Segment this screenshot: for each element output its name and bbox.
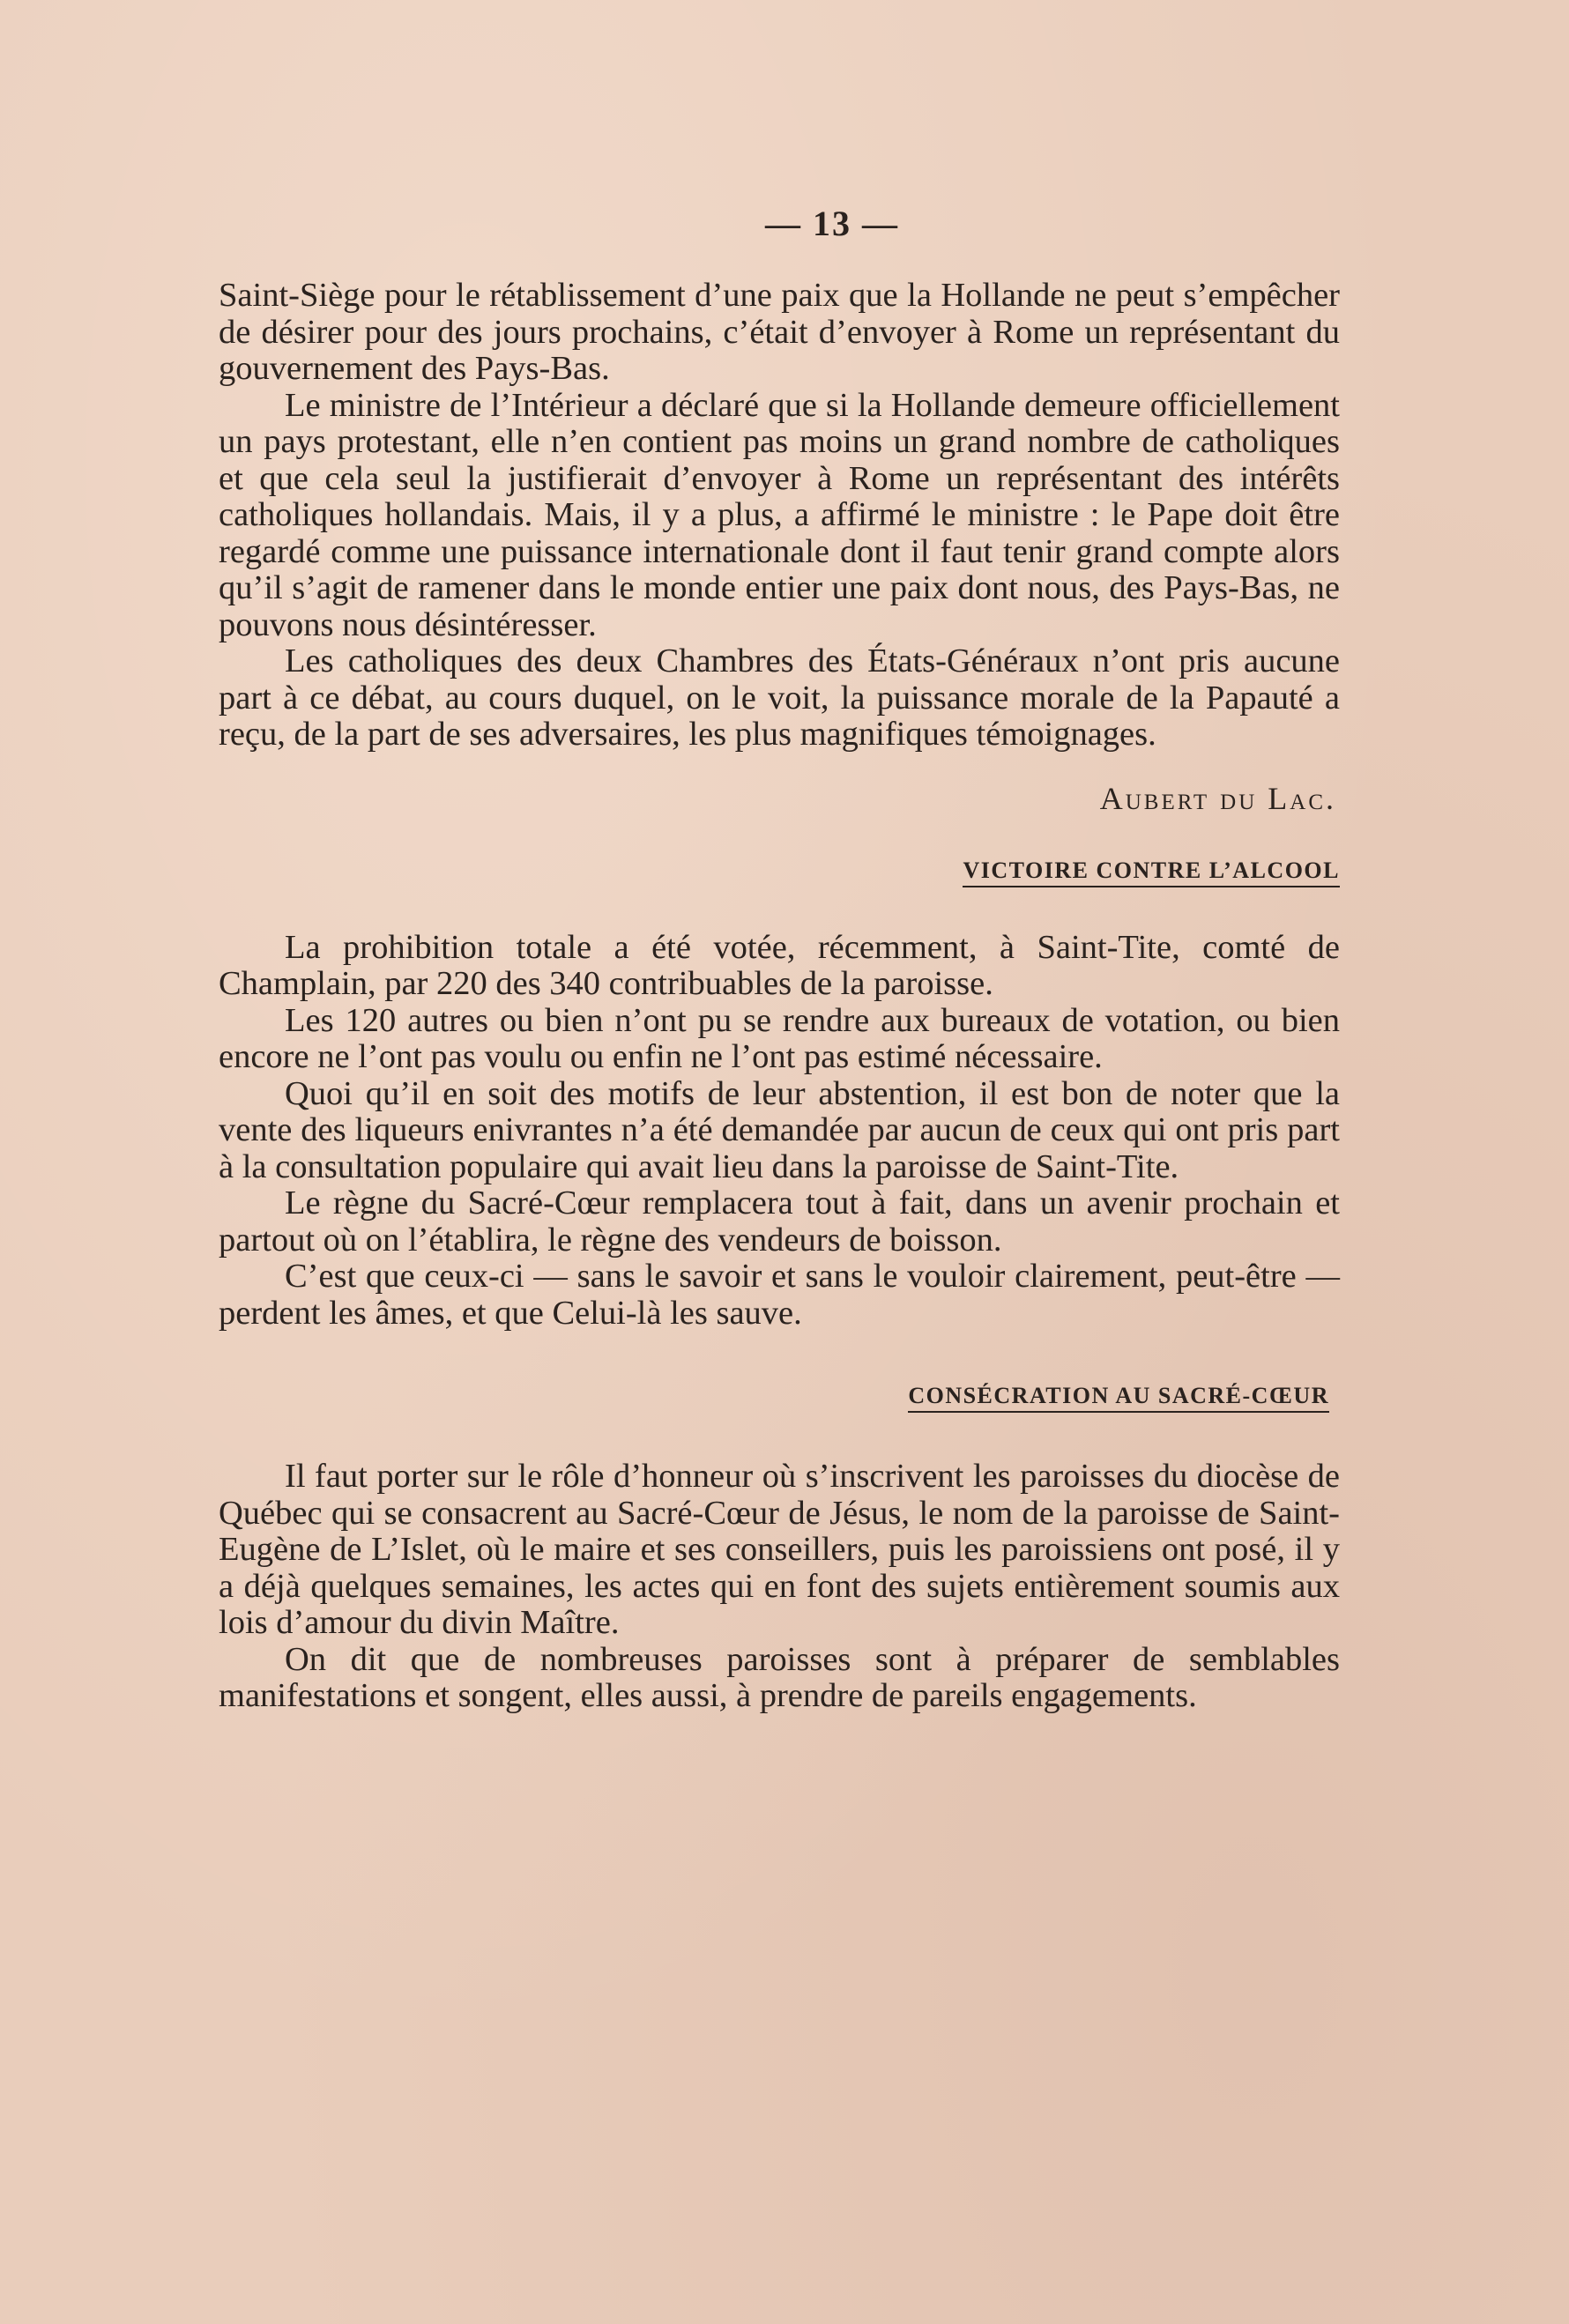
paragraph: Saint-Siège pour le rétablissement d’une paix que la Hollande ne peut s’empêcher de désirer pour des jours prochains, c’était d’envoyer à Rome un représentant du gouvernement des Pays-Bas. <box>219 277 1340 387</box>
section-title <box>219 858 1340 887</box>
article-consecration <box>219 1383 1340 1715</box>
paragraph: On dit que de nombreuses paroisses sont à préparer de semblables manifestations et songent, elles aussi, à prendre de pareils engagements. <box>219 1640 1340 1714</box>
page-number: — 13 — <box>765 204 899 243</box>
section-title-text: VICTOIRE CONTRE L’ALCOOL <box>963 858 1340 887</box>
author-signature: Aubert du Lac. <box>1099 780 1336 816</box>
section-title <box>219 1383 1329 1413</box>
document-page <box>219 203 1340 1715</box>
paragraph: Quoi qu’il en soit des motifs de leur abstention, il est bon de noter que la vente des liqueurs enivrantes n’a été demandée par aucun de ceux qui ont pris part à la consultation populaire qui avait lieu dans la paroisse de Saint-Tite. <box>219 1074 1340 1185</box>
paragraph: Il faut porter sur le rôle d’honneur où s’inscrivent les paroisses du diocèse de Québec qui se consacrent au Sacré-Cœur de Jésus, le nom de la paroisse de Saint-Eugène de L’Islet, où le maire et ses conseillers, puis les paroissiens ont posé, il y a déjà quelques semaines, les actes qui en font des sujets entièrement soumis aux lois d’amour du divin Maître. <box>219 1458 1340 1641</box>
paragraph: Les 120 autres ou bien n’ont pu se rendre aux bureaux de votation, ou bien encore ne l’ont pas voulu ou enfin ne l’ont pas estimé nécessaire. <box>219 1001 1340 1075</box>
paragraph: C’est que ceux-ci — sans le savoir et sans le vouloir clairement, peut-être — perdent les âmes, et que Celui-là les sauve. <box>219 1258 1340 1332</box>
paragraph: Le règne du Sacré-Cœur remplacera tout à fait, dans un avenir prochain et partout où on l’établira, le règne des vendeurs de boisson. <box>219 1184 1340 1259</box>
paragraph: Les catholiques des deux Chambres des États-Généraux n’ont pris aucune part à ce débat, au cours duquel, on le voit, la puissance morale de la Papauté a reçu, de la part de ses adversaires, les plus magnifiques témoignages. <box>219 642 1340 753</box>
article-alcool <box>219 858 1340 1333</box>
paragraph: La prohibition totale a été votée, récemment, à Saint-Tite, comté de Champlain, par 220 des 340 contribuables de la paroisse. <box>219 928 1340 1002</box>
paragraph: Le ministre de l’Intérieur a déclaré que si la Hollande demeure officiellement un pays protestant, elle n’en contient pas moins un grand nombre de catholiques et que cela seul la justifierait d’envoyer à Rome un représentant des intérêts catholiques hollandais. Mais, il y a plus, a affirmé le ministre : le Pape doit être regardé comme une puissance internationale dont il faut tenir grand compte alors qu’il s’agit de ramener dans le monde entier une paix dont nous, des Pays-Bas, ne pouvons nous désintéresser. <box>219 386 1340 643</box>
section-title-text: CONSÉCRATION AU SACRÉ-CŒUR <box>908 1383 1329 1413</box>
article-hollande <box>219 278 1340 817</box>
